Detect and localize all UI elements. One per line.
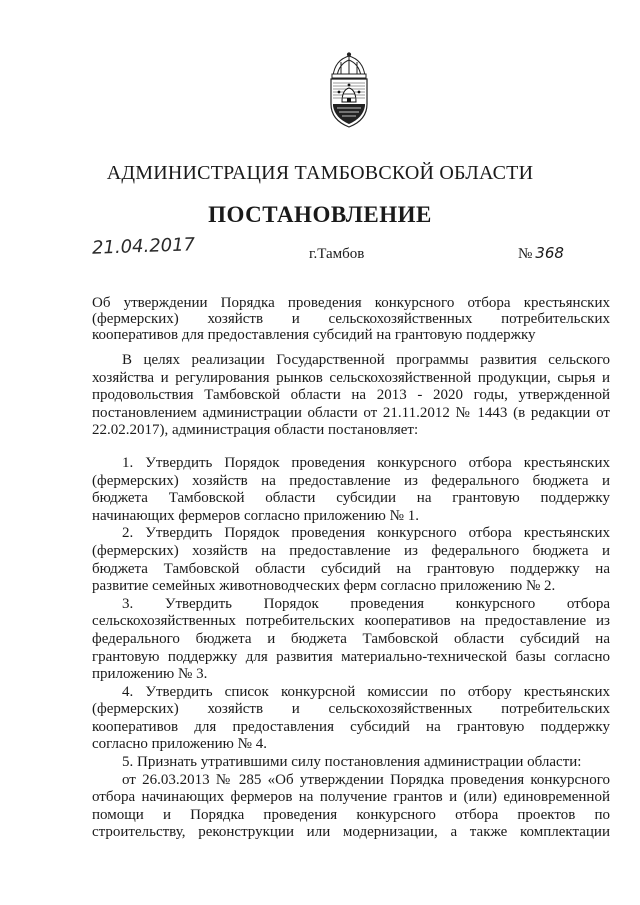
subject-line: кооперативов для предоставления субсидий на грантовую поддержку [92,327,536,343]
coat-of-arms-emblem [323,52,375,130]
text-line: приложению № 3. [92,666,208,683]
item-paragraph-3 [92,596,610,684]
text-line: помощи и Порядка проведения конкурсного отбора проектов по [92,806,610,823]
text-line: 4. Утвердить список конкурсной комиссии по отбору крестьянских [122,683,610,700]
text-line: развитие семейных животноводческих ферм согласно приложению № 2. [92,578,556,595]
document-number [518,244,564,263]
text-line: начинающих фермеров согласно приложению № 1. [92,507,419,524]
text-line: В целях реализации Государственной программы развития сельского [122,352,610,368]
text-line: 5. Признать утратившими силу постановления администрации области: [122,754,582,771]
subject-block [92,295,610,343]
text-line: (фермерских) хозяйств на предоставление из федерального бюджета и [92,542,610,559]
text-line: согласно приложению № 4. [92,736,267,753]
item-paragraph-5 [92,754,610,772]
text-line: кооперативов для предоставления субсидий на грантовую поддержку [92,718,610,735]
handwritten-number: 368 [535,244,564,262]
text-line: строительству, реконструкции или модернизации, а также комплектации [92,824,610,841]
text-line: бюджета Тамбовской области субсидий на грантовую поддержку на [92,560,610,577]
text-line: хозяйства и регулирования рынков сельскохозяйственной продукции, сырья и [92,369,610,386]
text-line: 2. Утвердить Порядок проведения конкурсного отбора крестьянских [122,525,610,542]
organization-title: АДМИНИСТРАЦИЯ ТАМБОВСКОЙ ОБЛАСТИ [106,162,534,184]
number-sign: № [518,246,533,262]
preamble-paragraph [92,352,610,440]
city-label: г.Тамбов [309,246,365,262]
item-paragraph-5-sub [92,772,610,842]
item-paragraph-1 [92,455,610,525]
document-body [92,352,610,842]
text-line: грантовую поддержку для развития материально-технической базы согласно [92,648,610,665]
text-line: (фермерских) хозяйств на предоставление из федерального бюджета и [92,472,610,489]
text-line: сельскохозяйственных потребительских кооперативов на предоставление из [92,613,610,630]
subject-line: (фермерских) хозяйств и сельскохозяйственных потребительских [92,311,610,327]
text-line: федерального бюджета и бюджета Тамбовской области субсидий на [92,630,610,647]
text-line: постановлением администрации области от 21.11.2012 № 1443 (в редакции от [92,404,610,421]
item-paragraph-2 [92,525,610,595]
text-line: от 26.03.2013 № 285 «Об утверждении Порядка проведения конкурсного [122,771,610,788]
text-line: 22.02.2017), администрация области постановляет: [92,422,419,439]
text-line: (фермерских) хозяйств и сельскохозяйственных потребительских [92,701,610,718]
text-line: отбора начинающих фермеров на получение грантов и (или) единовременной [92,789,610,806]
text-line: продовольствия Тамбовской области на 2013 - 2020 годы, утвержденной [92,387,610,404]
document-type-title: ПОСТАНОВЛЕНИЕ [208,202,432,227]
text-line: 3. Утвердить Порядок проведения конкурсного отбора [122,595,610,612]
text-line: 1. Утвердить Порядок проведения конкурсного отбора крестьянских [122,454,610,471]
text-line: бюджета Тамбовской области субсидии на грантовую поддержку [92,490,610,507]
subject-line: Об утверждении Порядка проведения конкурсного отбора крестьянских [92,295,610,311]
handwritten-date: 21.04.2017 [91,234,196,259]
item-paragraph-4 [92,684,610,754]
